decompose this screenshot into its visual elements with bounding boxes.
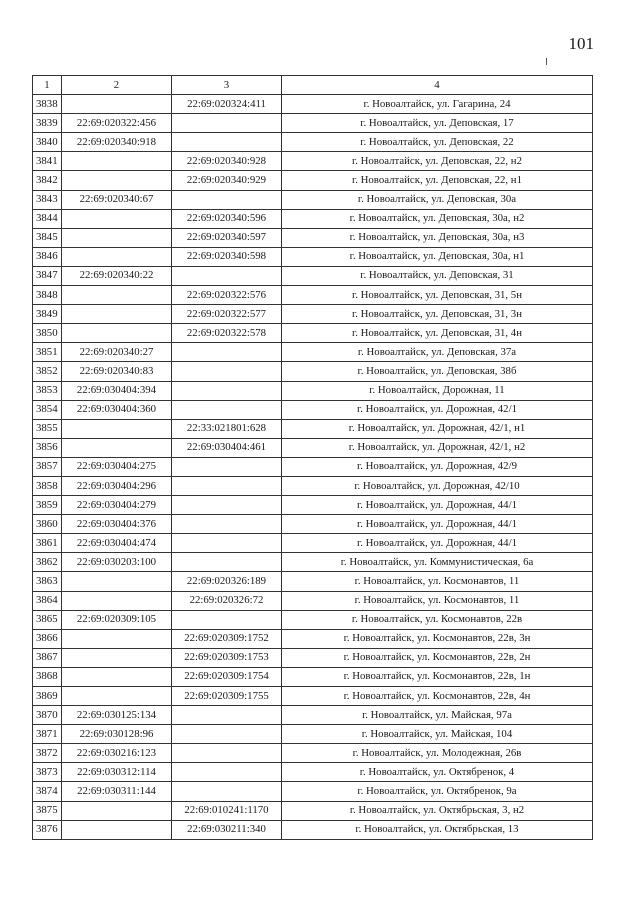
table-row bbox=[33, 305, 593, 324]
address-cell: г. Новоалтайск, ул. Деповская, 22 bbox=[282, 133, 593, 152]
row-number-cell: 3864 bbox=[33, 591, 62, 610]
table-row bbox=[33, 286, 593, 305]
cadastral-number-cell: 22:69:030125:134 bbox=[62, 706, 172, 725]
premises-cadastral-number-cell bbox=[172, 476, 282, 495]
row-number-cell: 3857 bbox=[33, 457, 62, 476]
row-number-cell: 3856 bbox=[33, 438, 62, 457]
row-number-cell: 3863 bbox=[33, 572, 62, 591]
table-row bbox=[33, 476, 593, 495]
row-number-cell: 3852 bbox=[33, 362, 62, 381]
cadastral-number-cell: 22:69:020309:105 bbox=[62, 610, 172, 629]
row-number-cell: 3860 bbox=[33, 515, 62, 534]
table-row bbox=[33, 209, 593, 228]
cadastral-number-cell bbox=[62, 591, 172, 610]
row-number-cell: 3844 bbox=[33, 209, 62, 228]
premises-cadastral-number-cell bbox=[172, 343, 282, 362]
address-cell: г. Новоалтайск, ул. Деповская, 22, н2 bbox=[282, 152, 593, 171]
row-number-cell: 3846 bbox=[33, 247, 62, 266]
cadastral-number-cell bbox=[62, 419, 172, 438]
address-cell: г. Новоалтайск, ул. Деповская, 30а, н1 bbox=[282, 247, 593, 266]
premises-cadastral-number-cell bbox=[172, 190, 282, 209]
address-cell: г. Новоалтайск, ул. Дорожная, 42/1, н2 bbox=[282, 438, 593, 457]
cadastral-number-cell bbox=[62, 687, 172, 706]
premises-cadastral-number-cell: 22:69:020324:411 bbox=[172, 95, 282, 114]
premises-cadastral-number-cell: 22:69:020322:578 bbox=[172, 324, 282, 343]
column-header: 2 bbox=[62, 76, 172, 95]
cadastral-number-cell: 22:69:030128:96 bbox=[62, 725, 172, 744]
row-number-cell: 3853 bbox=[33, 381, 62, 400]
column-header: 4 bbox=[282, 76, 593, 95]
premises-cadastral-number-cell bbox=[172, 534, 282, 553]
premises-cadastral-number-cell: 22:69:030404:461 bbox=[172, 438, 282, 457]
address-cell: г. Новоалтайск, ул. Деповская, 30а bbox=[282, 190, 593, 209]
address-cell: г. Новоалтайск, ул. Дорожная, 42/10 bbox=[282, 476, 593, 495]
row-number-cell: 3875 bbox=[33, 801, 62, 820]
address-cell: г. Новоалтайск, ул. Гагарина, 24 bbox=[282, 95, 593, 114]
address-cell: г. Новоалтайск, ул. Деповская, 30а, н2 bbox=[282, 209, 593, 228]
cadastral-number-cell: 22:69:020340:67 bbox=[62, 190, 172, 209]
row-number-cell: 3851 bbox=[33, 343, 62, 362]
row-number-cell: 3859 bbox=[33, 496, 62, 515]
table-row bbox=[33, 114, 593, 133]
table-header-row bbox=[33, 76, 593, 95]
address-cell: г. Новоалтайск, ул. Деповская, 31, 4н bbox=[282, 324, 593, 343]
page-number: 101 bbox=[568, 34, 594, 53]
cadastral-number-cell: 22:69:020322:456 bbox=[62, 114, 172, 133]
premises-cadastral-number-cell: 22:69:020322:576 bbox=[172, 286, 282, 305]
address-cell: г. Новоалтайск, ул. Деповская, 38б bbox=[282, 362, 593, 381]
table-row bbox=[33, 725, 593, 744]
table-row bbox=[33, 438, 593, 457]
row-number-cell: 3862 bbox=[33, 553, 62, 572]
table-row bbox=[33, 171, 593, 190]
row-number-cell: 3868 bbox=[33, 667, 62, 686]
row-number-cell: 3858 bbox=[33, 476, 62, 495]
address-cell: г. Новоалтайск, ул. Деповская, 31 bbox=[282, 266, 593, 285]
premises-cadastral-number-cell bbox=[172, 266, 282, 285]
row-number-cell: 3876 bbox=[33, 820, 62, 839]
row-number-cell: 3843 bbox=[33, 190, 62, 209]
cadastral-number-cell: 22:69:020340:918 bbox=[62, 133, 172, 152]
premises-cadastral-number-cell bbox=[172, 457, 282, 476]
table-row bbox=[33, 744, 593, 763]
row-number-cell: 3840 bbox=[33, 133, 62, 152]
row-number-cell: 3870 bbox=[33, 706, 62, 725]
address-cell: г. Новоалтайск, ул. Дорожная, 42/1 bbox=[282, 400, 593, 419]
premises-cadastral-number-cell: 22:69:020340:598 bbox=[172, 247, 282, 266]
row-number-cell: 3867 bbox=[33, 648, 62, 667]
row-number-cell: 3872 bbox=[33, 744, 62, 763]
cadastral-number-cell bbox=[62, 286, 172, 305]
premises-cadastral-number-cell: 22:69:020309:1752 bbox=[172, 629, 282, 648]
address-cell: г. Новоалтайск, ул. Октябренок, 9а bbox=[282, 782, 593, 801]
row-number-cell: 3865 bbox=[33, 610, 62, 629]
cadastral-number-cell bbox=[62, 801, 172, 820]
cadastral-number-cell bbox=[62, 572, 172, 591]
premises-cadastral-number-cell: 22:33:021801:628 bbox=[172, 419, 282, 438]
address-cell: г. Новоалтайск, ул. Дорожная, 44/1 bbox=[282, 534, 593, 553]
table-row bbox=[33, 515, 593, 534]
row-number-cell: 3849 bbox=[33, 305, 62, 324]
address-cell: г. Новоалтайск, ул. Деповская, 37а bbox=[282, 343, 593, 362]
table-row bbox=[33, 343, 593, 362]
table-row bbox=[33, 553, 593, 572]
registry-table bbox=[32, 75, 593, 840]
table-row bbox=[33, 534, 593, 553]
premises-cadastral-number-cell: 22:69:020340:597 bbox=[172, 228, 282, 247]
table-row bbox=[33, 457, 593, 476]
premises-cadastral-number-cell bbox=[172, 763, 282, 782]
column-header: 3 bbox=[172, 76, 282, 95]
address-cell: г. Новоалтайск, ул. Космонавтов, 11 bbox=[282, 572, 593, 591]
row-number-cell: 3845 bbox=[33, 228, 62, 247]
cadastral-number-cell: 22:69:020340:83 bbox=[62, 362, 172, 381]
premises-cadastral-number-cell bbox=[172, 133, 282, 152]
table-row bbox=[33, 228, 593, 247]
premises-cadastral-number-cell bbox=[172, 362, 282, 381]
margin-mark bbox=[546, 58, 547, 65]
row-number-cell: 3839 bbox=[33, 114, 62, 133]
table-row bbox=[33, 152, 593, 171]
row-number-cell: 3874 bbox=[33, 782, 62, 801]
cadastral-number-cell bbox=[62, 324, 172, 343]
address-cell: г. Новоалтайск, ул. Октябрьская, 13 bbox=[282, 820, 593, 839]
cadastral-number-cell bbox=[62, 228, 172, 247]
cadastral-number-cell bbox=[62, 667, 172, 686]
cadastral-number-cell: 22:69:030404:474 bbox=[62, 534, 172, 553]
row-number-cell: 3842 bbox=[33, 171, 62, 190]
premises-cadastral-number-cell: 22:69:020309:1753 bbox=[172, 648, 282, 667]
table-row bbox=[33, 782, 593, 801]
row-number-cell: 3854 bbox=[33, 400, 62, 419]
table-row bbox=[33, 706, 593, 725]
row-number-cell: 3871 bbox=[33, 725, 62, 744]
table-row bbox=[33, 572, 593, 591]
address-cell: г. Новоалтайск, ул. Октябрьская, 3, н2 bbox=[282, 801, 593, 820]
address-cell: г. Новоалтайск, ул. Космонавтов, 22в, 3н bbox=[282, 629, 593, 648]
table-row bbox=[33, 324, 593, 343]
premises-cadastral-number-cell bbox=[172, 706, 282, 725]
address-cell: г. Новоалтайск, ул. Дорожная, 44/1 bbox=[282, 515, 593, 534]
premises-cadastral-number-cell bbox=[172, 610, 282, 629]
address-cell: г. Новоалтайск, ул. Молодежная, 26в bbox=[282, 744, 593, 763]
table-row bbox=[33, 400, 593, 419]
table-row bbox=[33, 419, 593, 438]
address-cell: г. Новоалтайск, ул. Деповская, 30а, н3 bbox=[282, 228, 593, 247]
registry-table-body bbox=[33, 76, 593, 840]
cadastral-number-cell: 22:69:030203:100 bbox=[62, 553, 172, 572]
cadastral-number-cell bbox=[62, 95, 172, 114]
premises-cadastral-number-cell: 22:69:020326:72 bbox=[172, 591, 282, 610]
premises-cadastral-number-cell: 22:69:020309:1754 bbox=[172, 667, 282, 686]
table-row bbox=[33, 190, 593, 209]
address-cell: г. Новоалтайск, ул. Деповская, 31, 3н bbox=[282, 305, 593, 324]
premises-cadastral-number-cell bbox=[172, 515, 282, 534]
premises-cadastral-number-cell bbox=[172, 725, 282, 744]
cadastral-number-cell bbox=[62, 247, 172, 266]
table-row bbox=[33, 362, 593, 381]
row-number-cell: 3848 bbox=[33, 286, 62, 305]
table-row bbox=[33, 820, 593, 839]
cadastral-number-cell: 22:69:030404:360 bbox=[62, 400, 172, 419]
cadastral-number-cell bbox=[62, 629, 172, 648]
row-number-cell: 3873 bbox=[33, 763, 62, 782]
table-row bbox=[33, 247, 593, 266]
table-row bbox=[33, 667, 593, 686]
table-row bbox=[33, 266, 593, 285]
row-number-cell: 3850 bbox=[33, 324, 62, 343]
table-row bbox=[33, 648, 593, 667]
cadastral-number-cell: 22:69:030404:394 bbox=[62, 381, 172, 400]
cadastral-number-cell: 22:69:020340:27 bbox=[62, 343, 172, 362]
row-number-cell: 3869 bbox=[33, 687, 62, 706]
address-cell: г. Новоалтайск, ул. Коммунистическая, 6а bbox=[282, 553, 593, 572]
address-cell: г. Новоалтайск, ул. Майская, 104 bbox=[282, 725, 593, 744]
row-number-cell: 3847 bbox=[33, 266, 62, 285]
table-row bbox=[33, 496, 593, 515]
address-cell: г. Новоалтайск, ул. Дорожная, 42/1, н1 bbox=[282, 419, 593, 438]
cadastral-number-cell: 22:69:030404:296 bbox=[62, 476, 172, 495]
cadastral-number-cell: 22:69:030404:279 bbox=[62, 496, 172, 515]
address-cell: г. Новоалтайск, ул. Дорожная, 42/9 bbox=[282, 457, 593, 476]
address-cell: г. Новоалтайск, ул. Деповская, 31, 5н bbox=[282, 286, 593, 305]
cadastral-number-cell: 22:69:020340:22 bbox=[62, 266, 172, 285]
table-row bbox=[33, 610, 593, 629]
table-row bbox=[33, 381, 593, 400]
table-row bbox=[33, 133, 593, 152]
cadastral-number-cell bbox=[62, 648, 172, 667]
premises-cadastral-number-cell bbox=[172, 782, 282, 801]
row-number-cell: 3838 bbox=[33, 95, 62, 114]
address-cell: г. Новоалтайск, ул. Космонавтов, 22в, 4н bbox=[282, 687, 593, 706]
cadastral-number-cell: 22:69:030404:376 bbox=[62, 515, 172, 534]
address-cell: г. Новоалтайск, ул. Деповская, 22, н1 bbox=[282, 171, 593, 190]
premises-cadastral-number-cell bbox=[172, 496, 282, 515]
row-number-cell: 3866 bbox=[33, 629, 62, 648]
premises-cadastral-number-cell bbox=[172, 400, 282, 419]
address-cell: г. Новоалтайск, Дорожная, 11 bbox=[282, 381, 593, 400]
premises-cadastral-number-cell bbox=[172, 744, 282, 763]
row-number-cell: 3861 bbox=[33, 534, 62, 553]
cadastral-number-cell: 22:69:030404:275 bbox=[62, 457, 172, 476]
address-cell: г. Новоалтайск, ул. Октябренок, 4 bbox=[282, 763, 593, 782]
address-cell: г. Новоалтайск, ул. Деповская, 17 bbox=[282, 114, 593, 133]
cadastral-number-cell bbox=[62, 209, 172, 228]
address-cell: г. Новоалтайск, ул. Космонавтов, 11 bbox=[282, 591, 593, 610]
premises-cadastral-number-cell bbox=[172, 114, 282, 133]
table-row bbox=[33, 763, 593, 782]
row-number-cell: 3855 bbox=[33, 419, 62, 438]
column-header: 1 bbox=[33, 76, 62, 95]
cadastral-number-cell bbox=[62, 305, 172, 324]
cadastral-number-cell bbox=[62, 438, 172, 457]
cadastral-number-cell: 22:69:030216:123 bbox=[62, 744, 172, 763]
address-cell: г. Новоалтайск, ул. Космонавтов, 22в bbox=[282, 610, 593, 629]
table-row bbox=[33, 687, 593, 706]
table-row bbox=[33, 629, 593, 648]
cadastral-number-cell bbox=[62, 171, 172, 190]
premises-cadastral-number-cell: 22:69:020322:577 bbox=[172, 305, 282, 324]
premises-cadastral-number-cell bbox=[172, 553, 282, 572]
cadastral-number-cell bbox=[62, 820, 172, 839]
address-cell: г. Новоалтайск, ул. Майская, 97а bbox=[282, 706, 593, 725]
cadastral-number-cell: 22:69:030312:114 bbox=[62, 763, 172, 782]
premises-cadastral-number-cell: 22:69:020340:596 bbox=[172, 209, 282, 228]
premises-cadastral-number-cell: 22:69:020340:928 bbox=[172, 152, 282, 171]
cadastral-number-cell: 22:69:030311:144 bbox=[62, 782, 172, 801]
premises-cadastral-number-cell: 22:69:030211:340 bbox=[172, 820, 282, 839]
address-cell: г. Новоалтайск, ул. Космонавтов, 22в, 1н bbox=[282, 667, 593, 686]
row-number-cell: 3841 bbox=[33, 152, 62, 171]
premises-cadastral-number-cell: 22:69:020309:1755 bbox=[172, 687, 282, 706]
premises-cadastral-number-cell: 22:69:010241:1170 bbox=[172, 801, 282, 820]
premises-cadastral-number-cell: 22:69:020340:929 bbox=[172, 171, 282, 190]
table-row bbox=[33, 591, 593, 610]
premises-cadastral-number-cell: 22:69:020326:189 bbox=[172, 572, 282, 591]
address-cell: г. Новоалтайск, ул. Дорожная, 44/1 bbox=[282, 496, 593, 515]
address-cell: г. Новоалтайск, ул. Космонавтов, 22в, 2н bbox=[282, 648, 593, 667]
cadastral-number-cell bbox=[62, 152, 172, 171]
premises-cadastral-number-cell bbox=[172, 381, 282, 400]
table-row bbox=[33, 801, 593, 820]
table-row bbox=[33, 95, 593, 114]
